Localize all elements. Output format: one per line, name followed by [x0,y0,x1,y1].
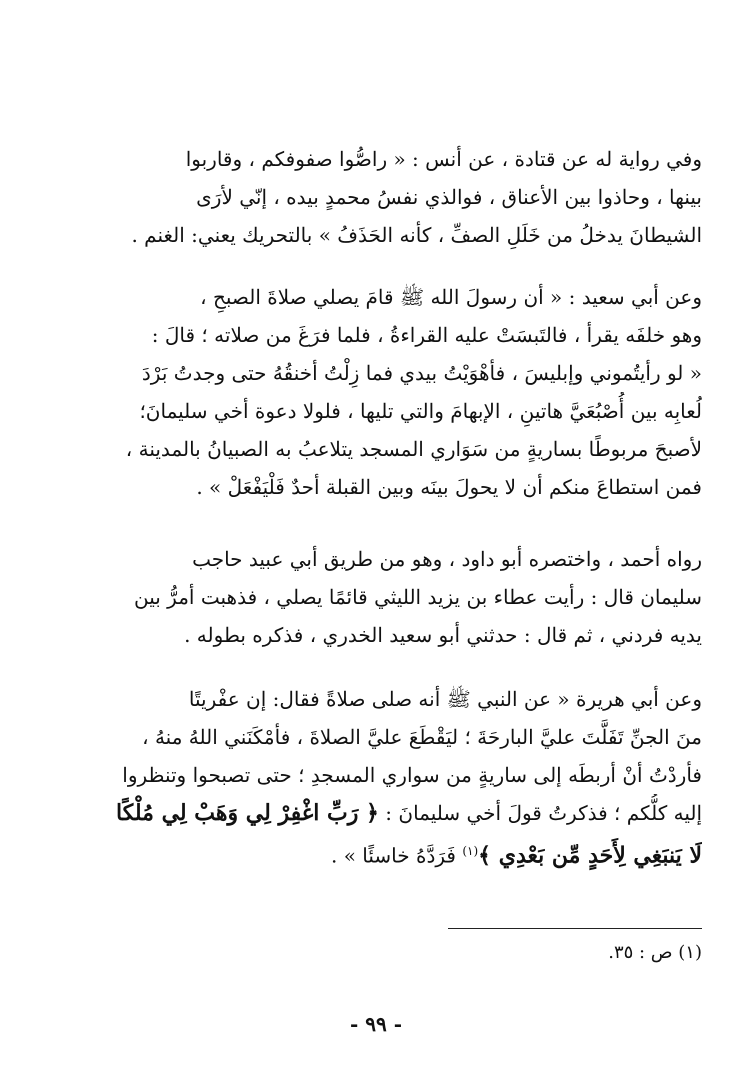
footnote-marker: (١) [462,844,479,858]
text-line: الشيطانَ يدخلُ من خَلَلِ الصفِّ ، كأنه الحَذَفُ » بالتحريك يعني: الغنم . [131,223,702,247]
text-line: فأردْتُ أنْ أربطَه إلى ساريةٍ من سواري المسجدِ ؛ حتى تصبحوا وتنظروا [122,763,702,787]
footnote-divider [448,928,702,929]
page-number: - ٩٩ - [349,1012,402,1036]
text-line: لُعابِه بين أُصْبُعَيَّ هاتينِ ، الإبهامَ والتي تليها ، فلولا دعوة أخي سليمانَ؛ [139,399,702,423]
quran-verse: ﴿ رَبِّ اغْفِرْ لِي وَهَبْ لِي مُلْكًا [116,800,379,826]
text-line: يديه فردني ، ثم قال : حدثني أبو سعيد الخدري ، فذكره بطوله . [184,623,702,647]
quran-line [70,794,702,832]
quran-line [70,832,702,875]
paragraph-3 [70,540,702,654]
footnote: (١) ص : ٣٥. [608,942,702,963]
text-line: رواه أحمد ، واختصره أبو داود ، وهو من طريق أبي عبيد حاجب [192,547,702,571]
quran-tail: فَرَدَّهُ خاسئًا » . [330,843,456,868]
text-line: وهو خلفَه يقرأ ، فالتَبسَتْ عليه القراءةُ ، فلما فرَغَ من صلاته ؛ قالَ : [151,323,702,347]
text-line: وعن أبي سعيد : « أن رسولَ الله ﷺ قامَ يصلي صلاةَ الصبحِ ، [200,285,702,309]
text-line: « لو رأيتُموني وإبليسَ ، فأهْوَيْتُ بيدي فما زِلْتُ أخنقُهُ حتى وجدتُ بَرْدَ [141,361,702,385]
text-line: فمن استطاعَ منكم أن لا يحولَ بينَه وبين القبلة أحدٌ فَلْيَفْعَلْ » . [196,475,702,499]
text-line: منَ الجنِّ تَفَلَّتَ عليَّ البارحَةَ ؛ ليَقْطَعَ عليَّ الصلاةَ ، فأمْكَنَني اللهُ منهُ ، [142,725,702,749]
text-line: سليمان قال : رأيت عطاء بن يزيد الليثي قائمًا يصلي ، فذهبت أمرُّ بين [134,585,702,609]
paragraph-1 [70,140,702,254]
paragraph-4 [70,680,702,875]
quran-verse: لَا يَنبَغِي لِأَحَدٍ مِّن بَعْدِي ﴾ [478,842,702,869]
text-line: وفي رواية له عن قتادة ، عن أنس : « راصُّوا صفوفكم ، وقاربوا [185,147,702,171]
text-line: لأصبحَ مربوطًا بساريةٍ من سَوَاري المسجد يتلاعبُ به الصبيانُ بالمدينة ، [125,437,702,461]
text-line: بينها ، وحاذوا بين الأعناق ، فوالذي نفسُ محمدٍ بيده ، إنّي لأرَى [196,185,702,209]
paragraph-2 [70,278,702,506]
text-line: وعن أبي هريرة « عن النبي ﷺ أنه صلى صلاةً فقال: إن عفْريتًا [188,687,702,711]
quran-lead: إليه كلُّكم ؛ فذكرتُ قولَ أخي سليمانَ : [385,801,702,825]
